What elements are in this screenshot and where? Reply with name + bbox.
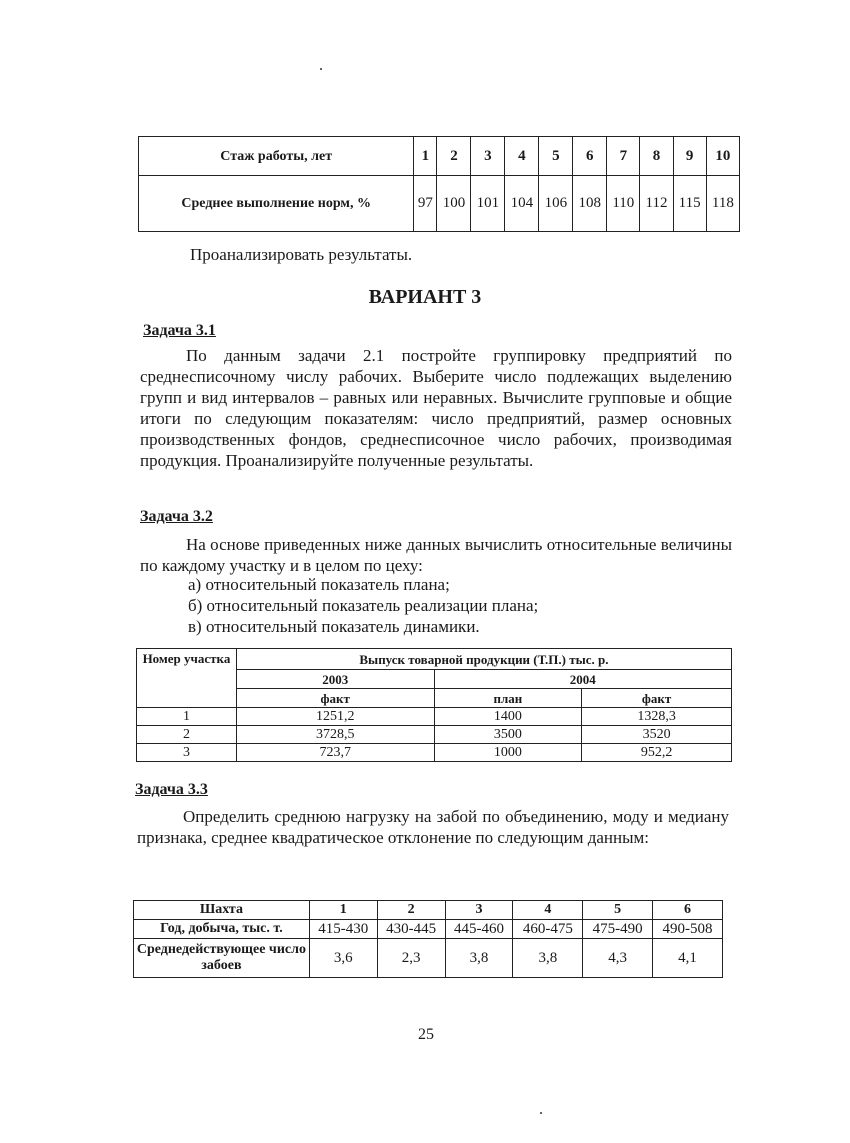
faces-count-cell: 3,6 — [309, 939, 377, 978]
year-cell: 2 — [437, 137, 471, 176]
task-3-2-text — [140, 534, 732, 576]
column-header-output: Выпуск товарной продукции (Т.П.) тыс. р. — [236, 649, 731, 670]
task-3-1-title: Задача 3.1 — [143, 322, 216, 339]
production-range-cell: 445-460 — [445, 920, 513, 939]
list-item: в) относительный показатель динамики. — [188, 617, 480, 636]
faces-count-cell: 4,3 — [583, 939, 653, 978]
table-row — [137, 726, 732, 744]
fact-2003-cell: 3728,5 — [236, 726, 434, 744]
page-number: 25 — [418, 1026, 434, 1043]
value-cell: 104 — [505, 176, 539, 232]
row-header-norms: Среднее выполнение норм, % — [139, 176, 414, 232]
list-item: а) относительный показатель плана; — [188, 575, 450, 594]
value-cell: 106 — [539, 176, 573, 232]
year-cell: 8 — [640, 137, 673, 176]
row-header-mine: Шахта — [134, 901, 310, 920]
fact-2004-cell: 952,2 — [582, 744, 732, 762]
value-cell: 108 — [573, 176, 607, 232]
task-3-2-title: Задача 3.2 — [140, 508, 213, 525]
mine-number-cell: 2 — [377, 901, 445, 920]
value-cell: 118 — [706, 176, 739, 232]
scan-speck — [320, 68, 322, 70]
row-header-experience: Стаж работы, лет — [139, 137, 414, 176]
mine-number-cell: 1 — [309, 901, 377, 920]
year-cell: 10 — [706, 137, 739, 176]
plan-2004-cell: 3500 — [434, 726, 582, 744]
mine-number-cell: 4 — [513, 901, 583, 920]
year-header-2003: 2003 — [236, 670, 434, 689]
fact-2004-cell: 3520 — [582, 726, 732, 744]
year-cell: 1 — [414, 137, 437, 176]
faces-count-cell: 3,8 — [445, 939, 513, 978]
task-3-3-text — [137, 806, 729, 848]
plan-2004-cell: 1000 — [434, 744, 582, 762]
year-cell: 5 — [539, 137, 573, 176]
mine-number-cell: 5 — [583, 901, 653, 920]
row-header-production: Год, добыча, тыс. т. — [134, 920, 310, 939]
value-cell: 115 — [673, 176, 706, 232]
analyze-instruction: Проанализировать результаты. — [190, 245, 413, 264]
table-row — [134, 920, 723, 939]
value-cell: 110 — [607, 176, 640, 232]
fact-2003-cell: 1251,2 — [236, 708, 434, 726]
table-row — [134, 939, 723, 978]
work-experience-table — [138, 136, 740, 232]
production-output-table — [136, 648, 732, 762]
value-cell: 100 — [437, 176, 471, 232]
production-range-cell: 460-475 — [513, 920, 583, 939]
task-3-1-body: По данным задачи 2.1 постройте группировку предприятий по среднесписочному числу рабочих. Выберите число подлежащих выделению групп и вид интервалов – равных или неравных. Вычислите групповые и общие итоги по следующим показателям: число предприятий, размер основных производственных фондов, среднесписочное число рабочих, производимая продукция. Проанализируйте полученные результаты. — [140, 346, 732, 470]
mine-number-cell: 3 — [445, 901, 513, 920]
fact-2003-cell: 723,7 — [236, 744, 434, 762]
year-cell: 6 — [573, 137, 607, 176]
task-3-1-text — [140, 345, 732, 471]
value-cell: 97 — [414, 176, 437, 232]
year-cell: 7 — [607, 137, 640, 176]
production-range-cell: 415-430 — [309, 920, 377, 939]
table-row — [137, 744, 732, 762]
value-cell: 112 — [640, 176, 673, 232]
section-number-cell: 3 — [137, 744, 237, 762]
section-number-cell: 2 — [137, 726, 237, 744]
year-cell: 3 — [471, 137, 505, 176]
table-row — [139, 137, 740, 176]
value-cell: 101 — [471, 176, 505, 232]
faces-count-cell: 2,3 — [377, 939, 445, 978]
scan-speck — [540, 1112, 542, 1114]
table-row — [134, 901, 723, 920]
plan-header-2004: план — [434, 689, 582, 708]
fact-header-2004: факт — [582, 689, 732, 708]
year-cell: 4 — [505, 137, 539, 176]
mine-number-cell: 6 — [653, 901, 723, 920]
task-3-3-title: Задача 3.3 — [135, 781, 208, 798]
faces-count-cell: 4,1 — [653, 939, 723, 978]
section-number-cell: 1 — [137, 708, 237, 726]
task-3-2-body: На основе приведенных ниже данных вычислить относительные величины по каждому участку и в целом по цеху: — [140, 535, 732, 575]
row-header-faces: Среднедействующее число забоев — [134, 939, 310, 978]
list-item: б) относительный показатель реализации плана; — [188, 596, 539, 615]
faces-count-cell: 3,8 — [513, 939, 583, 978]
table-row — [137, 708, 732, 726]
fact-header-2003: факт — [236, 689, 434, 708]
table-row — [139, 176, 740, 232]
mine-data-table — [133, 900, 723, 978]
variant-title: ВАРИАНТ 3 — [368, 286, 482, 308]
table-row — [137, 649, 732, 670]
fact-2004-cell: 1328,3 — [582, 708, 732, 726]
production-range-cell: 430-445 — [377, 920, 445, 939]
year-cell: 9 — [673, 137, 706, 176]
plan-2004-cell: 1400 — [434, 708, 582, 726]
production-range-cell: 490-508 — [653, 920, 723, 939]
column-header-section-number: Номер участка — [137, 649, 237, 708]
production-range-cell: 475-490 — [583, 920, 653, 939]
year-header-2004: 2004 — [434, 670, 732, 689]
task-3-3-body: Определить среднюю нагрузку на забой по объединению, моду и медиану признака, среднее квадратическое отклонение по следующим данным: — [137, 807, 729, 847]
